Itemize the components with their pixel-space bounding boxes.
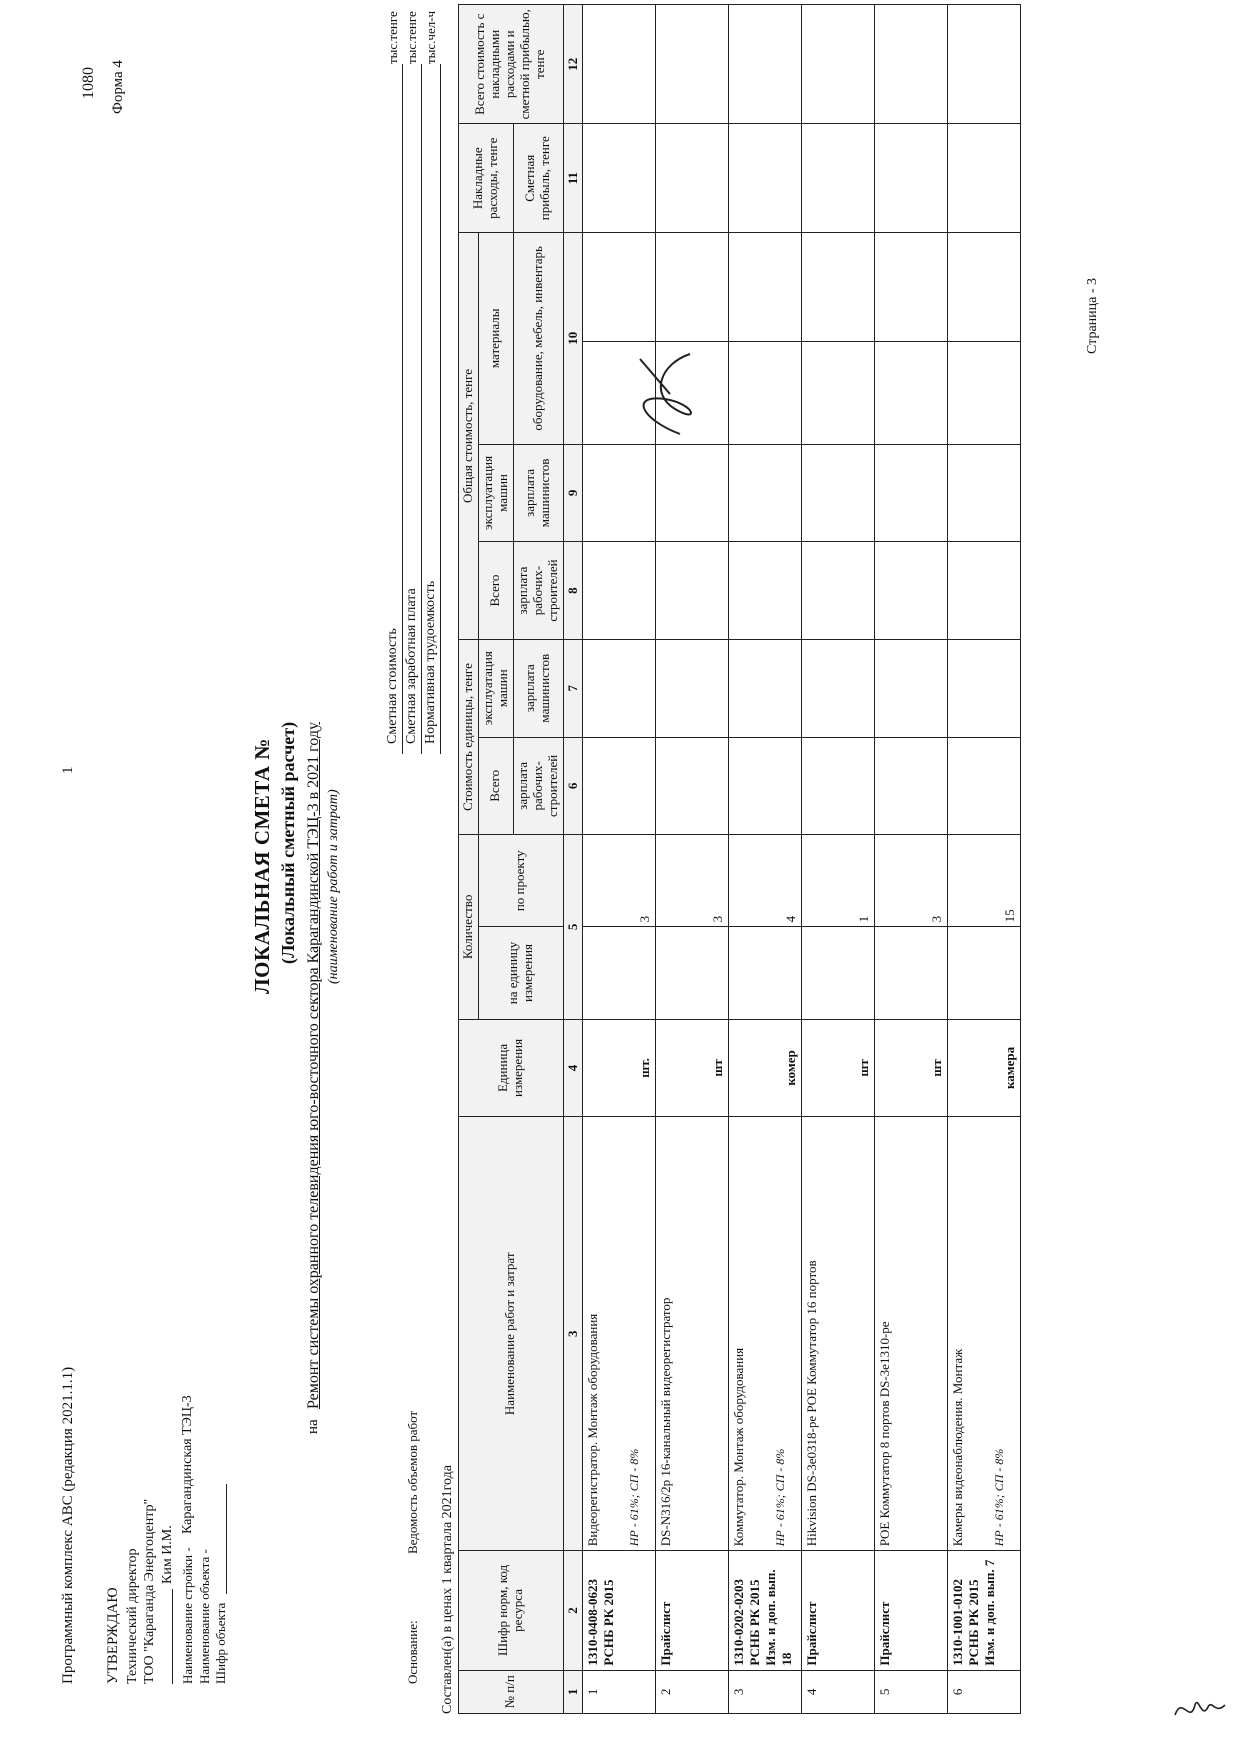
table-row xyxy=(801,5,874,1714)
row-empty-cell xyxy=(947,232,1020,341)
row-name: Камеры видеонаблюдения. Монтаж xyxy=(949,1348,965,1547)
row-unit: шт. xyxy=(582,1019,655,1117)
row-empty-cell xyxy=(801,341,874,444)
row-empty-cell xyxy=(582,444,655,542)
col-num: 7 xyxy=(563,639,582,737)
approval-heading: УТВЕРЖДАЮ xyxy=(105,1587,121,1684)
row-unit: комер xyxy=(728,1019,801,1117)
object-code-label: Шифр объекта xyxy=(213,1602,228,1684)
row-empty-cell xyxy=(947,737,1020,835)
cost-label-estimate: Сметная стоимость xyxy=(385,628,400,744)
cost-line-2 xyxy=(421,64,422,754)
site-value: Карагандинская ТЭЦ-3 xyxy=(180,1395,195,1534)
row-empty-cell xyxy=(874,5,947,124)
row-qty-unit xyxy=(874,927,947,1019)
row-empty-cell xyxy=(655,444,728,542)
row-empty-cell xyxy=(655,542,728,640)
estimate-title: ЛОКАЛЬНАЯ СМЕТА № xyxy=(250,738,274,994)
th-total-cost: Общая стоимость, тенге xyxy=(459,232,479,639)
row-empty-cell xyxy=(728,639,801,737)
row-empty-cell xyxy=(947,639,1020,737)
row-empty-cell xyxy=(947,341,1020,444)
row-qty: 3 xyxy=(874,835,947,927)
row-name-cell xyxy=(947,1117,1020,1551)
th-qty: Количество xyxy=(459,835,479,1019)
row-norm: НР - 61%; СП - 8% xyxy=(991,1448,1006,1547)
row-empty-cell xyxy=(874,341,947,444)
object-label: Наименование объекта - xyxy=(197,1549,212,1684)
row-empty-cell xyxy=(582,5,655,124)
form-label: Форма 4 xyxy=(110,60,126,114)
object-code-line xyxy=(226,1484,227,1594)
row-empty-cell xyxy=(801,232,874,341)
row-empty-cell xyxy=(801,124,874,233)
col-num: 12 xyxy=(563,5,582,124)
row-number: 5 xyxy=(874,1670,947,1713)
col-num: 4 xyxy=(563,1019,582,1117)
row-empty-cell xyxy=(655,232,728,341)
col-num: 3 xyxy=(563,1117,582,1551)
approval-position: Технический директор xyxy=(125,1548,140,1684)
table-row xyxy=(655,5,728,1714)
row-empty-cell xyxy=(728,444,801,542)
row-unit: шт xyxy=(801,1019,874,1117)
row-empty-cell xyxy=(874,737,947,835)
row-empty-cell xyxy=(582,232,655,341)
prices-note: Составлен(а) в ценах 1 квартала 2021года xyxy=(440,1465,455,1714)
row-name: Видеорегистратор. Монтаж оборудования xyxy=(584,1313,600,1547)
col-num: 10 xyxy=(563,232,582,444)
row-qty: 15 xyxy=(947,835,1020,927)
initials-mark xyxy=(1170,1685,1230,1735)
th-tc-wage: зарплата рабочих-строителей xyxy=(513,542,563,640)
col-num: 2 xyxy=(563,1551,582,1670)
row-unit: шт xyxy=(655,1019,728,1117)
row-qty-unit xyxy=(582,927,655,1019)
row-empty-cell xyxy=(947,5,1020,124)
table-row xyxy=(728,5,801,1714)
row-code: 1310-0202-0203 РСНБ РК 2015 Изм. и доп. вып. 18 xyxy=(728,1551,801,1670)
row-number: 6 xyxy=(947,1670,1020,1713)
signature-line xyxy=(172,1589,173,1684)
th-num: № п/п xyxy=(459,1670,564,1713)
basis-label: Основание: xyxy=(405,1620,420,1684)
th-tc-machine: эксплуатация машин xyxy=(478,444,513,542)
col-num: 9 xyxy=(563,444,582,542)
th-tc-materials: материалы xyxy=(478,232,513,444)
row-qty-unit xyxy=(947,927,1020,1019)
row-empty-cell xyxy=(728,5,801,124)
row-name-cell xyxy=(801,1117,874,1551)
col-num: 1 xyxy=(563,1670,582,1713)
row-empty-cell xyxy=(582,639,655,737)
th-uc-machwage: зарплата машинистов xyxy=(513,639,563,737)
row-empty-cell xyxy=(801,542,874,640)
col-num: 5 xyxy=(563,835,582,1019)
row-empty-cell xyxy=(874,542,947,640)
row-empty-cell xyxy=(801,737,874,835)
th-name: Наименование работ и затрат xyxy=(459,1117,564,1551)
row-name-cell xyxy=(874,1117,947,1551)
row-unit: шт xyxy=(874,1019,947,1117)
th-profit: Сметная прибыль, тенге xyxy=(513,124,563,233)
row-empty-cell xyxy=(801,5,874,124)
software-label: Программный комплекс АВС (редакция 2021.1.1) xyxy=(60,1366,76,1684)
th-uc-wage: зарплата рабочих-строителей xyxy=(513,737,563,835)
row-empty-cell xyxy=(947,542,1020,640)
row-empty-cell xyxy=(728,542,801,640)
row-empty-cell xyxy=(655,639,728,737)
cost-label-wage: Сметная заработная плата xyxy=(404,588,419,744)
row-code: Прайслист xyxy=(874,1551,947,1670)
row-empty-cell xyxy=(801,444,874,542)
row-name: DS-N316/2p 16-канальный видеорегистратор xyxy=(657,1297,673,1547)
column-number-row xyxy=(563,5,582,1714)
work-prefix: на xyxy=(305,1419,321,1434)
th-unit-cost: Стоимость единицы, тенге xyxy=(459,639,479,834)
work-caption: (наименование работ и затрат) xyxy=(326,789,341,984)
row-empty-cell xyxy=(728,232,801,341)
table-row xyxy=(582,5,655,1714)
row-number: 4 xyxy=(801,1670,874,1713)
row-qty-unit xyxy=(728,927,801,1019)
signature-mark xyxy=(620,334,710,454)
row-empty-cell xyxy=(655,124,728,233)
cost-unit-labor: тыс.чел-ч xyxy=(423,10,438,64)
row-name: Коммутатор. Монтаж оборудования xyxy=(730,1347,746,1547)
row-qty-unit xyxy=(655,927,728,1019)
row-name: POE Коммутатор 8 портов DS-3e1310-pe xyxy=(876,1321,892,1547)
work-name: Ремонт системы охранного телевидения юго-восточного сектора Карагандинской ТЭЦ-3 в 2021 году xyxy=(305,722,322,1409)
row-code: 1310-1001-0102 РСНБ РК 2015 Изм. и доп. вып. 7 xyxy=(947,1551,1020,1670)
row-code: Прайслист xyxy=(655,1551,728,1670)
table-row xyxy=(947,5,1020,1714)
th-code: Шифр норм, код ресурса xyxy=(459,1551,564,1670)
th-grand: Всего стоимость с накладными расходами и сметной прибылью, тенге xyxy=(459,5,564,124)
row-name-cell xyxy=(728,1117,801,1551)
row-empty-cell xyxy=(874,444,947,542)
row-number: 2 xyxy=(655,1670,728,1713)
th-tc-total: Всего xyxy=(478,542,513,640)
site-label: Наименование стройки - xyxy=(180,1547,195,1684)
row-norm: НР - 61%; СП - 8% xyxy=(772,1448,787,1547)
table-row xyxy=(874,5,947,1714)
row-code: Прайслист xyxy=(801,1551,874,1670)
cost-unit-wage: тыс.тенге xyxy=(404,11,419,64)
row-qty: 1 xyxy=(801,835,874,927)
page-marker: 1 xyxy=(60,766,76,774)
row-unit: камера xyxy=(947,1019,1020,1117)
row-empty-cell xyxy=(874,639,947,737)
th-uc-machine: эксплуатация машин xyxy=(478,639,513,737)
row-qty: 3 xyxy=(655,835,728,927)
estimate-rows xyxy=(582,5,1020,1714)
cost-line-3 xyxy=(440,64,441,754)
col-num: 8 xyxy=(563,542,582,640)
row-empty-cell xyxy=(655,5,728,124)
row-empty-cell xyxy=(655,737,728,835)
th-qty-proj: по проекту xyxy=(478,835,563,927)
row-empty-cell xyxy=(582,124,655,233)
row-number: 3 xyxy=(728,1670,801,1713)
basis-value: Ведомость объемов работ xyxy=(405,1410,420,1554)
th-qty-unit: на единицу измерения xyxy=(478,927,563,1019)
approval-org: ТОО "Караганда Энергоцентр" xyxy=(142,1498,157,1684)
row-empty-cell xyxy=(728,737,801,835)
row-empty-cell xyxy=(801,639,874,737)
col-num: 6 xyxy=(563,737,582,835)
row-qty: 4 xyxy=(728,835,801,927)
row-empty-cell xyxy=(728,341,801,444)
th-overhead: Накладные расходы, тенге xyxy=(459,124,514,233)
row-empty-cell xyxy=(947,124,1020,233)
row-qty-unit xyxy=(801,927,874,1019)
th-unit: Единица измерения xyxy=(459,1019,564,1117)
col-num: 11 xyxy=(563,124,582,233)
row-empty-cell xyxy=(582,737,655,835)
row-empty-cell xyxy=(947,444,1020,542)
th-uc-total: Всего xyxy=(478,737,513,835)
header-row-1 xyxy=(459,5,479,1714)
row-number: 1 xyxy=(582,1670,655,1713)
estimate-table xyxy=(458,4,1021,1714)
row-name-cell xyxy=(655,1117,728,1551)
row-empty-cell xyxy=(874,124,947,233)
cost-unit-estimate: тыс.тенге xyxy=(385,11,400,64)
estimate-subtitle: (Локальный сметный расчет) xyxy=(278,721,298,964)
row-name-cell xyxy=(582,1117,655,1551)
page-footer: Страница - 3 xyxy=(1085,277,1100,354)
cost-line-1 xyxy=(402,64,403,754)
th-tc-machwage: зарплата машинистов xyxy=(513,444,563,542)
row-empty-cell xyxy=(728,124,801,233)
th-tc-equipment: оборудование, мебель, инвентарь xyxy=(513,232,563,444)
row-norm: НР - 61%; СП - 8% xyxy=(626,1448,641,1547)
code-1080: 1080 xyxy=(80,67,97,99)
row-code: 1310-0408-0623 РСНБ РК 2015 xyxy=(582,1551,655,1670)
row-name: Hikvision DS-3e0318-pe POE Коммутатор 16 портов xyxy=(803,1260,819,1547)
approval-name: Ким И.М. xyxy=(160,1525,175,1584)
row-qty: 3 xyxy=(582,835,655,927)
row-empty-cell xyxy=(582,542,655,640)
cost-label-labor: Нормативная трудоемкость xyxy=(423,580,438,744)
row-empty-cell xyxy=(874,232,947,341)
